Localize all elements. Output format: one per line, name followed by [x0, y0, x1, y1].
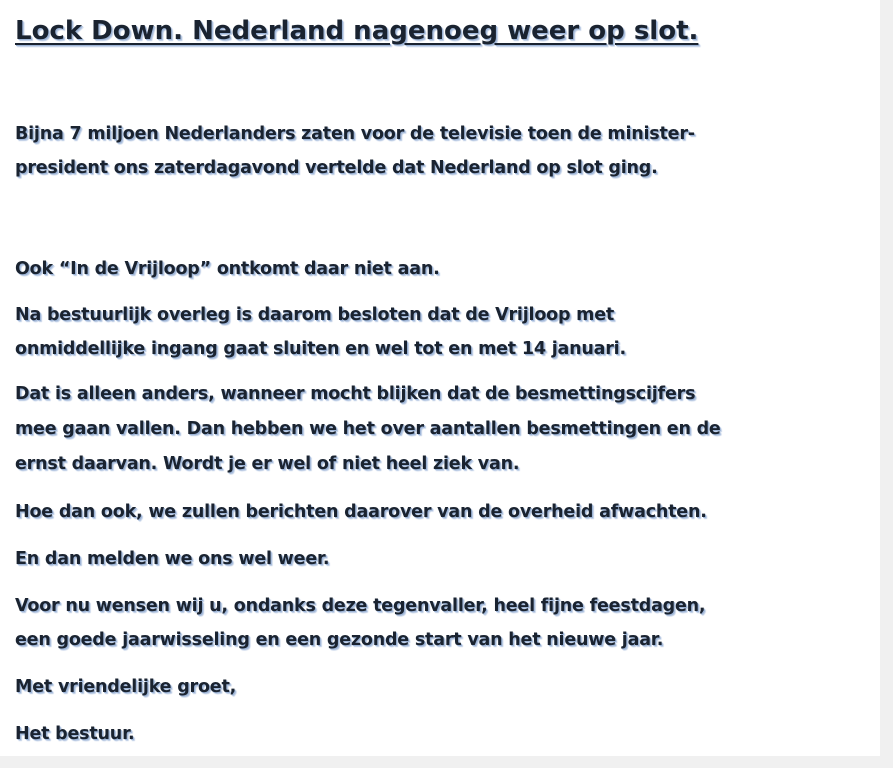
intro-line-2: president ons zaterdagavond vertelde dat Nederland op slot ging.	[15, 158, 658, 178]
paragraph-exception-line-2: mee gaan vallen. Dan hebben we het over aantallen besmettingen en de	[15, 419, 721, 439]
paragraph-closure-line-2: onmiddellijke ingang gaat sluiten en wel tot en met 14 januari.	[15, 339, 626, 359]
paragraph-wishes-line-2: een goede jaarwisseling en een gezonde start van het nieuwe jaar.	[15, 630, 664, 650]
paragraph-wishes-line-1: Voor nu wensen wij u, ondanks deze tegenvaller, heel fijne feestdagen,	[15, 596, 706, 616]
paragraph-government: Hoe dan ook, we zullen berichten daarover van de overheid afwachten.	[15, 502, 707, 522]
paragraph-report-back: En dan melden we ons wel weer.	[15, 549, 330, 569]
paragraph-closure-line-1: Na bestuurlijk overleg is daarom besloten dat de Vrijloop met	[15, 305, 615, 325]
page-bottom-edge	[0, 756, 893, 768]
closing-greeting: Met vriendelijke groet,	[15, 677, 237, 697]
paragraph-exception-line-3: ernst daarvan. Wordt je er wel of niet heel ziek van.	[15, 454, 520, 474]
document-title: Lock Down. Nederland nagenoeg weer op slot.	[15, 16, 699, 46]
signature-board: Het bestuur.	[15, 724, 135, 744]
paragraph-vrijloop: Ook “In de Vrijloop” ontkomt daar niet aan.	[15, 259, 440, 279]
intro-line-1: Bijna 7 miljoen Nederlanders zaten voor de televisie toen de minister-	[15, 124, 695, 144]
page-right-edge	[880, 0, 893, 768]
paragraph-exception-line-1: Dat is alleen anders, wanneer mocht blijken dat de besmettingscijfers	[15, 384, 696, 404]
